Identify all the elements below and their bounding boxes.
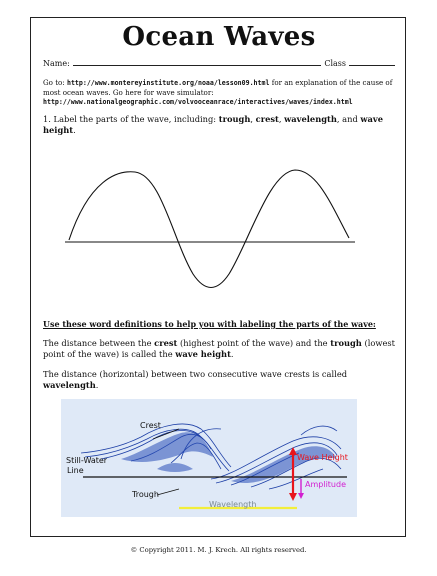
amplitude-arrowhead	[298, 493, 304, 499]
class-blank[interactable]	[349, 59, 395, 66]
q1-sep: ,	[278, 114, 285, 124]
label-line: Line	[67, 466, 84, 475]
sine-wave	[69, 170, 349, 288]
def1-trough: trough	[330, 338, 362, 348]
worksheet-frame	[30, 17, 406, 537]
def1-text: (highest point of the wave) and the	[177, 338, 331, 348]
def1-text: (lowest point of the wave) is called the	[43, 338, 395, 359]
instructions-links	[43, 78, 395, 108]
label-crest: Crest	[140, 421, 161, 430]
q1-end: .	[73, 125, 76, 135]
name-class-line	[43, 59, 398, 68]
link-natgeo[interactable]: http://www.nationalgeographic.com/volvooceanrace/interactives/waves/index.html	[43, 98, 353, 107]
def2-text: .	[95, 380, 99, 390]
def1-wave-height: wave height	[175, 349, 231, 359]
q1-prefix: 1. Label the parts of the wave, including:	[43, 114, 219, 124]
definition-wavelength	[43, 369, 395, 391]
question-1	[43, 114, 393, 136]
q1-sep: , and	[336, 114, 361, 124]
label-trough: Trough	[132, 490, 159, 499]
q1-wave-height: wave height	[43, 114, 384, 135]
def1-text: The distance between the	[43, 338, 155, 348]
def2-text: The distance (horizontal) between two consecutive wave crests is called	[43, 369, 348, 379]
label-wave-height: Wave Height	[297, 453, 348, 462]
def2-wavelength: wavelength	[43, 380, 96, 390]
blank-wave-diagram	[61, 152, 361, 300]
link-monterey[interactable]: http://www.montereyinstitute.org/noaa/lesson09.html	[66, 79, 270, 87]
label-still-water: Still-Water	[66, 456, 108, 465]
goto-mid: for an explanation of the cause of most ocean waves. Go here for wave simulator:	[43, 78, 393, 98]
q1-sep: ,	[250, 114, 256, 124]
def1-crest: crest	[154, 338, 178, 348]
class-label: Class	[324, 59, 346, 68]
name-blank[interactable]	[73, 59, 322, 66]
definition-wave-height	[43, 338, 395, 360]
label-amplitude: Amplitude	[305, 480, 346, 489]
def1-text: .	[230, 349, 234, 359]
name-label: Name:	[43, 59, 70, 68]
q1-wavelength: wavelength	[284, 114, 337, 124]
definitions-heading: Use these word definitions to help you with labeling the parts of the wave:	[43, 319, 376, 329]
wave-parts-illustration	[61, 399, 357, 517]
goto-prefix: Go to:	[43, 78, 67, 87]
wave-height-arrowhead-top	[289, 447, 297, 455]
page-title: Ocean Waves	[122, 22, 316, 52]
q1-crest: crest	[255, 114, 279, 124]
label-wavelength: Wavelength	[209, 500, 257, 509]
wave-height-arrowhead-bottom	[289, 493, 297, 501]
q1-trough: trough	[218, 114, 251, 124]
copyright-footer: © Copyright 2011. M. J. Krech. All rights reserved.	[130, 546, 307, 554]
trough-pointer	[157, 489, 179, 495]
